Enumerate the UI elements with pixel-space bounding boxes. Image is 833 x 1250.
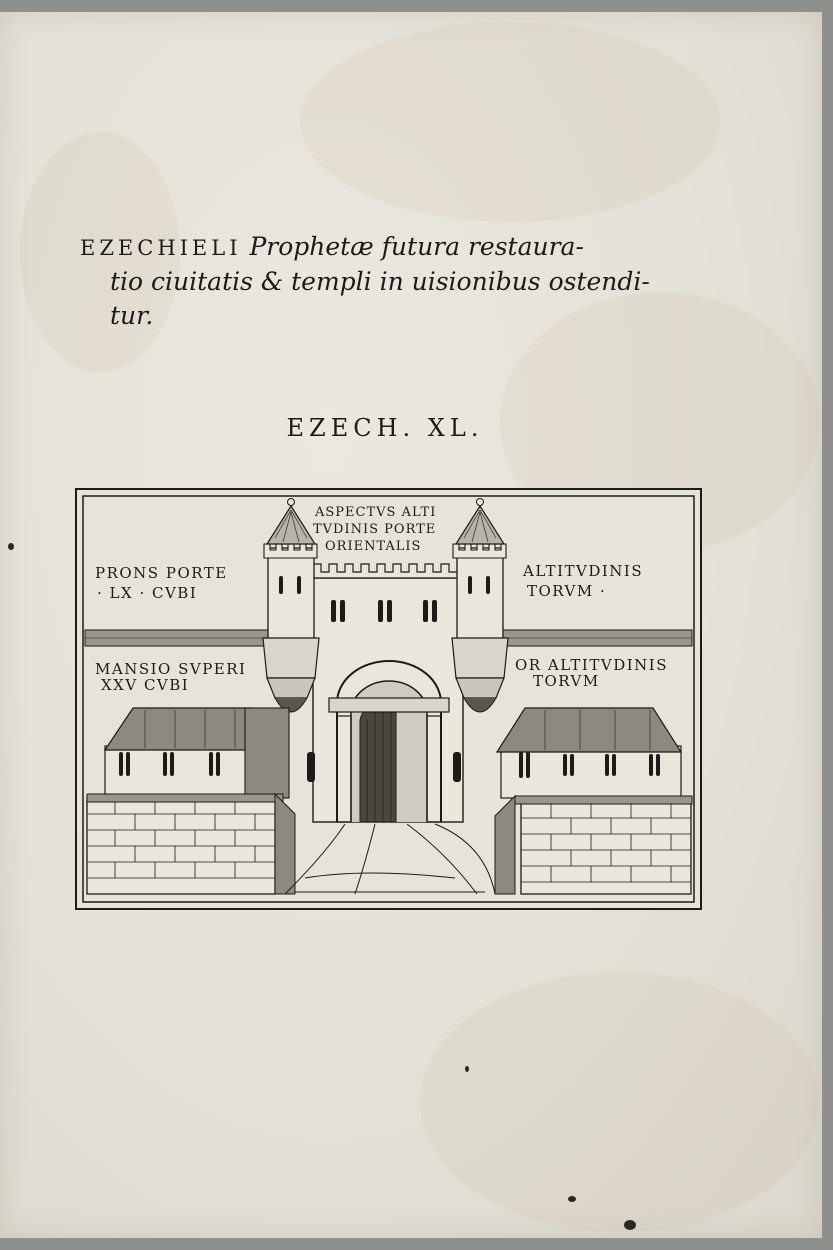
label-lower-left-2: XXV CVBI bbox=[101, 676, 190, 694]
paper-stain bbox=[420, 972, 820, 1232]
left-brick-wall bbox=[87, 794, 295, 894]
page-heading bbox=[80, 230, 720, 333]
label-top-2: TVDINIS PORTE bbox=[313, 522, 437, 537]
heading-line1: Prophetæ futura restaura- bbox=[249, 232, 584, 261]
left-house bbox=[105, 708, 289, 798]
label-top-1: ASPECTVS ALTI bbox=[315, 505, 437, 520]
label-left-2: · LX · CVBI bbox=[97, 584, 198, 602]
book-page bbox=[0, 12, 822, 1238]
paper-stain bbox=[300, 22, 720, 222]
ink-speck bbox=[465, 1066, 469, 1072]
label-top-3: ORIENTALIS bbox=[325, 539, 422, 554]
gate-door bbox=[360, 699, 396, 822]
right-house bbox=[497, 708, 681, 798]
label-left-1: PRONS PORTE bbox=[95, 564, 228, 582]
right-brick-wall bbox=[495, 796, 692, 894]
label-lower-left-1: MANSIO SVPERI bbox=[95, 660, 247, 678]
heading-name: EZECHIELI bbox=[80, 236, 242, 260]
ink-speck bbox=[8, 543, 14, 550]
heading-line3: tur. bbox=[110, 301, 154, 330]
woodcut-illustration bbox=[75, 488, 702, 910]
ink-speck bbox=[624, 1220, 636, 1230]
label-right-1: ALTITVDINIS bbox=[523, 562, 644, 580]
ink-speck bbox=[568, 1196, 576, 1202]
heading-line2: tio ciuitatis & templi in uisionibus ostendi- bbox=[110, 267, 650, 296]
chapter-heading: EZECH. XL. bbox=[286, 414, 484, 442]
label-lower-right-2: TORVM bbox=[533, 672, 600, 690]
label-right-2: TORVM · bbox=[527, 582, 607, 600]
label-lower-right-1: OR ALTITVDINIS bbox=[515, 656, 668, 674]
